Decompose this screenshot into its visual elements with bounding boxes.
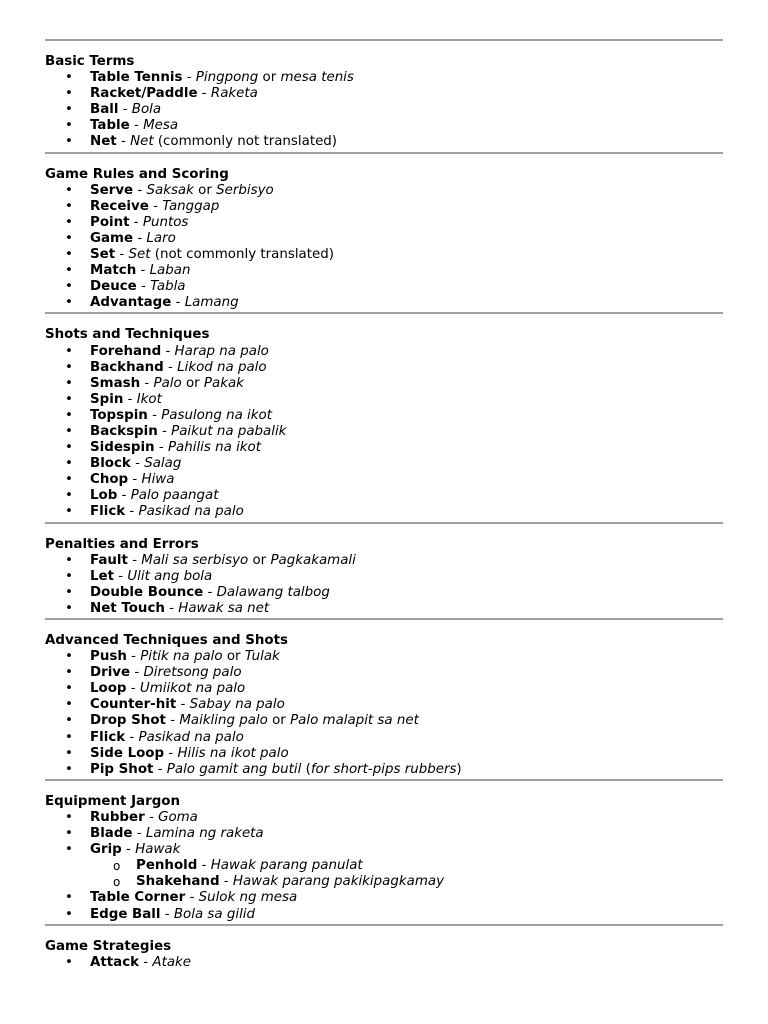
translation: Palo — [153, 375, 182, 391]
list-item — [45, 842, 723, 858]
list-item — [45, 424, 723, 440]
section-heading: Equipment Jargon — [45, 793, 181, 809]
term: Table Corner — [90, 890, 186, 906]
separator: - — [129, 118, 144, 134]
bullet-icon: • — [65, 552, 73, 568]
separator: - — [182, 70, 196, 86]
separator: - — [116, 134, 131, 150]
translation: Pahilis na ikot — [167, 440, 261, 456]
list-item — [45, 231, 723, 247]
separator: - — [127, 552, 142, 568]
term: Block — [90, 456, 131, 472]
term: Shakehand — [136, 874, 220, 890]
section — [45, 620, 723, 779]
separator: - — [129, 214, 143, 230]
section — [45, 524, 723, 618]
term-list — [45, 955, 723, 971]
term: Lob — [90, 488, 118, 504]
circle-bullet-icon: o — [113, 859, 121, 874]
translation: Raketa — [210, 86, 258, 102]
term: Grip — [90, 842, 122, 858]
term-list — [45, 649, 723, 778]
translation: Hawak — [135, 842, 181, 858]
bullet-icon: • — [65, 456, 73, 472]
list-item — [45, 810, 723, 826]
separator: - — [164, 745, 178, 761]
bullet-icon: • — [65, 809, 73, 825]
term: Backspin — [90, 423, 158, 439]
bullet-icon: • — [65, 488, 73, 504]
separator: - — [132, 826, 146, 842]
list-item — [45, 279, 723, 295]
translation: Sabay na palo — [189, 697, 285, 713]
section — [45, 781, 723, 924]
bullet-icon: • — [65, 504, 73, 520]
list-item — [45, 649, 723, 665]
translation: Pasikad na palo — [138, 729, 244, 745]
translation: Puntos — [142, 214, 189, 230]
translation: for short-pips rubbers — [310, 761, 457, 777]
translation: Palo paangat — [130, 488, 219, 504]
list-item — [45, 456, 723, 472]
term-list — [45, 553, 723, 617]
term: Fault — [90, 552, 128, 568]
bullet-icon: • — [65, 745, 73, 761]
separator: - — [144, 809, 159, 825]
list-item — [45, 183, 723, 199]
translation: Saksak — [146, 182, 194, 198]
term: Drop Shot — [90, 713, 166, 729]
separator: - — [130, 456, 145, 472]
translation: Umiikot na palo — [139, 681, 246, 697]
list-item — [45, 134, 723, 150]
translation: Set — [128, 247, 151, 263]
note-text: or — [193, 182, 217, 198]
separator: - — [197, 86, 211, 102]
separator: - — [114, 568, 128, 584]
term: Penhold — [136, 858, 198, 874]
translation: Paikut na pabalik — [171, 423, 287, 439]
term: Rubber — [90, 809, 145, 825]
term: Net Touch — [90, 600, 165, 616]
translation: Salag — [144, 456, 182, 472]
list-item — [45, 199, 723, 215]
bullet-icon: • — [65, 407, 73, 423]
bullet-icon: • — [65, 247, 73, 263]
section — [45, 314, 723, 521]
list-item — [45, 488, 723, 504]
list-item — [45, 118, 723, 134]
section-heading: Shots and Techniques — [45, 327, 210, 343]
note-text: or — [222, 649, 245, 665]
term-list — [45, 810, 723, 923]
list-item — [45, 86, 723, 102]
bullet-icon: • — [65, 375, 73, 391]
separator: - — [136, 279, 151, 295]
bullet-icon: • — [65, 842, 73, 858]
translation: mesa tenis — [280, 70, 354, 86]
term: Pip Shot — [90, 761, 154, 777]
term: Game — [90, 230, 134, 246]
separator: - — [118, 102, 132, 118]
separator: - — [171, 295, 185, 311]
list-item — [45, 665, 723, 681]
bullet-icon: • — [65, 279, 73, 295]
translation: Mali sa serbisyo — [141, 552, 249, 568]
section-heading: Game Strategies — [45, 938, 172, 954]
note-text: or — [248, 552, 271, 568]
translation: Lamina ng raketa — [145, 826, 264, 842]
list-item — [45, 955, 723, 971]
term-list — [45, 183, 723, 312]
bullet-icon: • — [65, 214, 73, 230]
term: Advantage — [90, 295, 172, 311]
term: Spin — [90, 391, 124, 407]
note-text: ) — [456, 761, 462, 777]
term: Match — [90, 263, 137, 279]
term-list — [45, 70, 723, 150]
separator: - — [157, 423, 172, 439]
bullet-icon: • — [65, 134, 73, 150]
separator: - — [161, 343, 175, 359]
separator: - — [126, 649, 141, 665]
term: Serve — [90, 182, 134, 198]
sub-list-item — [45, 858, 723, 874]
note-text: or — [267, 713, 291, 729]
bullet-icon: • — [65, 118, 73, 134]
term: Drive — [90, 665, 131, 681]
note-text: (not commonly translated) — [150, 247, 334, 263]
separator: - — [128, 472, 142, 488]
translation: Palo gamit ang butil — [166, 761, 302, 777]
translation: Hawak sa net — [178, 600, 270, 616]
bullet-icon: • — [65, 584, 73, 600]
separator: - — [136, 263, 150, 279]
list-item — [45, 247, 723, 263]
translation: Goma — [158, 809, 198, 825]
list-item — [45, 826, 723, 842]
bullet-icon: • — [65, 681, 73, 697]
term: Let — [90, 568, 115, 584]
bullet-icon: • — [65, 230, 73, 246]
bullet-icon: • — [65, 472, 73, 488]
term: Flick — [90, 729, 126, 745]
translation: Hawak parang pakikipagkamay — [232, 874, 444, 890]
term: Deuce — [90, 279, 137, 295]
list-item — [45, 263, 723, 279]
bullet-icon: • — [65, 600, 73, 616]
separator: - — [139, 954, 153, 970]
bullet-icon: • — [65, 198, 73, 214]
bullet-icon: • — [65, 729, 73, 745]
term: Forehand — [90, 343, 162, 359]
list-item — [45, 697, 723, 713]
list-item — [45, 762, 723, 778]
translation: Tulak — [244, 649, 280, 665]
translation: Palo malapit sa net — [290, 713, 419, 729]
list-item — [45, 360, 723, 376]
term: Chop — [90, 472, 129, 488]
separator: - — [154, 440, 168, 456]
separator: - — [164, 600, 179, 616]
separator: - — [147, 407, 162, 423]
bullet-icon: • — [65, 713, 73, 729]
list-item — [45, 215, 723, 231]
separator: - — [219, 874, 233, 890]
translation: Mesa — [143, 118, 179, 134]
list-item — [45, 569, 723, 585]
translation: Tabla — [150, 279, 186, 295]
term: Attack — [90, 954, 140, 970]
term: Smash — [90, 375, 141, 391]
list-item — [45, 585, 723, 601]
separator: - — [115, 247, 129, 263]
term: Topspin — [90, 407, 148, 423]
translation: Laro — [146, 230, 176, 246]
bullet-icon: • — [65, 343, 73, 359]
bullet-icon: • — [65, 102, 73, 118]
list-item — [45, 408, 723, 424]
term: Racket/Paddle — [90, 86, 198, 102]
list-item — [45, 746, 723, 762]
section-heading: Basic Terms — [45, 54, 135, 69]
term: Set — [90, 247, 116, 263]
list-item — [45, 713, 723, 729]
separator: - — [140, 375, 154, 391]
translation: Bola — [131, 102, 162, 118]
separator: - — [133, 182, 147, 198]
list-item — [45, 344, 723, 360]
separator: - — [197, 858, 211, 874]
translation: Hiwa — [141, 472, 175, 488]
section — [45, 154, 723, 313]
note-text: ( — [301, 761, 311, 777]
separator: - — [130, 665, 144, 681]
list-item — [45, 102, 723, 118]
separator: - — [126, 681, 140, 697]
list-item — [45, 376, 723, 392]
bullet-icon: • — [65, 440, 73, 456]
bullet-icon: • — [65, 182, 73, 198]
separator: - — [165, 713, 180, 729]
bullet-icon: • — [65, 697, 73, 713]
bullet-icon: • — [65, 423, 73, 439]
term: Side Loop — [90, 745, 165, 761]
bullet-icon: • — [65, 295, 73, 311]
section-heading: Game Rules and Scoring — [45, 166, 229, 182]
list-item — [45, 681, 723, 697]
translation: Hilis na ikot palo — [177, 745, 289, 761]
circle-bullet-icon: o — [113, 875, 121, 890]
translation: Pitik na palo — [140, 649, 223, 665]
translation: Lamang — [184, 295, 239, 311]
translation: Atake — [152, 954, 192, 970]
translation: Likod na palo — [177, 359, 267, 375]
term: Blade — [90, 826, 133, 842]
term: Receive — [90, 198, 149, 214]
term: Counter-hit — [90, 697, 177, 713]
translation: Pingpong — [195, 70, 259, 86]
separator: - — [133, 230, 147, 246]
note-text: (commonly not translated) — [153, 134, 338, 150]
separator: - — [125, 729, 139, 745]
bullet-icon: • — [65, 70, 73, 86]
bullet-icon: • — [65, 954, 73, 970]
term-list — [45, 344, 723, 521]
bullet-icon: • — [65, 86, 73, 102]
section-heading: Penalties and Errors — [45, 536, 199, 552]
list-item — [45, 890, 723, 906]
translation: Ulit ang bola — [127, 568, 213, 584]
translation: Ikot — [136, 391, 162, 407]
bullet-icon: • — [65, 359, 73, 375]
term: Net — [90, 134, 117, 150]
separator: - — [125, 504, 139, 520]
bullet-icon: • — [65, 906, 73, 922]
translation: Harap na palo — [174, 343, 269, 359]
translation: Serbisyo — [216, 182, 274, 198]
translation: Sulok ng mesa — [198, 890, 298, 906]
separator: - — [117, 488, 131, 504]
translation: Dalawang talbog — [216, 584, 330, 600]
bullet-icon: • — [65, 890, 73, 906]
translation: Tanggap — [162, 198, 220, 214]
note-text: or — [258, 70, 281, 86]
translation: Pakak — [203, 375, 244, 391]
list-item — [45, 295, 723, 311]
separator: - — [203, 584, 217, 600]
bullet-icon: • — [65, 568, 73, 584]
translation: Maikling palo — [179, 713, 268, 729]
list-item — [45, 392, 723, 408]
section — [45, 41, 723, 152]
term: Table — [90, 118, 130, 134]
term: Ball — [90, 102, 119, 118]
translation: Diretsong palo — [143, 665, 242, 681]
document — [45, 39, 723, 972]
sub-list-item — [45, 874, 723, 890]
note-text: or — [181, 375, 204, 391]
term: Loop — [90, 681, 127, 697]
list-item — [45, 601, 723, 617]
list-item — [45, 553, 723, 569]
bullet-icon: • — [65, 391, 73, 407]
list-item — [45, 504, 723, 520]
list-item — [45, 472, 723, 488]
separator: - — [153, 761, 167, 777]
separator: - — [185, 890, 199, 906]
separator: - — [160, 906, 174, 922]
bullet-icon: • — [65, 649, 73, 665]
term: Table Tennis — [90, 70, 183, 86]
translation: Pasulong na ikot — [161, 407, 272, 423]
term: Push — [90, 649, 127, 665]
term: Double Bounce — [90, 584, 204, 600]
separator: - — [121, 842, 136, 858]
term: Backhand — [90, 359, 164, 375]
translation: Pasikad na palo — [138, 504, 244, 520]
section — [45, 926, 723, 972]
term: Point — [90, 214, 130, 230]
list-item — [45, 730, 723, 746]
term: Sidespin — [90, 440, 155, 456]
translation: Hawak parang panulat — [210, 858, 363, 874]
list-item — [45, 907, 723, 923]
translation: Laban — [149, 263, 191, 279]
bullet-icon: • — [65, 761, 73, 777]
bullet-icon: • — [65, 665, 73, 681]
bullet-icon: • — [65, 263, 73, 279]
separator: - — [148, 198, 163, 214]
term: Edge Ball — [90, 906, 161, 922]
bullet-icon: • — [65, 826, 73, 842]
translation: Bola sa gilid — [173, 906, 256, 922]
section-heading: Advanced Techniques and Shots — [45, 633, 288, 648]
separator: - — [123, 391, 137, 407]
list-item — [45, 70, 723, 86]
translation: Net — [130, 134, 154, 150]
list-item — [45, 440, 723, 456]
separator: - — [176, 697, 190, 713]
term: Flick — [90, 504, 126, 520]
translation: Pagkakamali — [270, 552, 356, 568]
separator: - — [163, 359, 178, 375]
